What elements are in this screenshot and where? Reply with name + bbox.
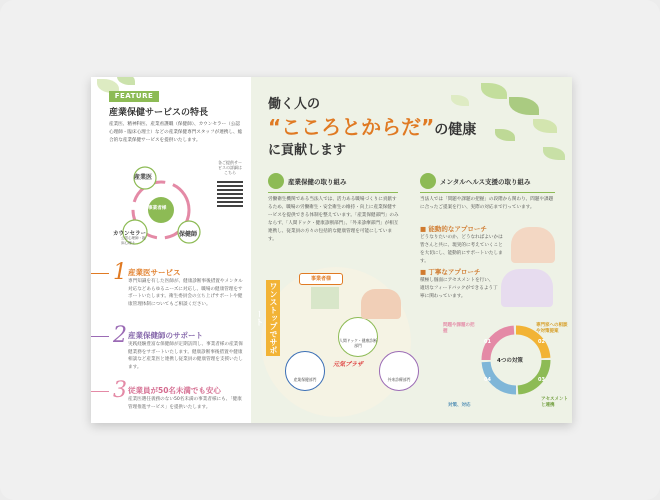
heart-hand-icon	[268, 173, 284, 189]
item-title: 産業保健師のサポート	[128, 331, 203, 340]
measure-label-2: 専門家への相談や対策提案	[536, 323, 568, 334]
section-a-rule	[268, 192, 398, 193]
right-page	[251, 77, 572, 423]
section-b-sub2-text: 積極し個面にアセスメントを行い、適切なフィードバックができるよう丁寧に関わっています。	[420, 278, 498, 299]
left-page-title: 産業保健サービスの特長	[109, 108, 209, 118]
qr-code[interactable]	[217, 181, 243, 207]
measures-center: 4つの対策	[497, 358, 523, 364]
item-text: 専門知識を有した医師が、健康診断事後措置やメンタル対応などあらゆるニーズに対応し、職場の健康管理をサポートいたします。衛生委員会の立ち上げサポートや健康管理体制についてもご相談ください。	[128, 279, 243, 307]
item-rule	[91, 273, 109, 274]
item-rule	[91, 336, 109, 337]
item-title: 従業員が50名未満でも安心	[128, 386, 221, 395]
measure-label-3: アセスメントと連携	[541, 397, 568, 408]
section-b-sub1-text: どうなりたいのか、どうなればよいかは皆さんと共に、現実的に考えていくことを大切にし、能動的にサポートいたします。	[420, 235, 503, 264]
item-text: 実践経験豊富な保健師が定期訪問し、事業者様の産業保健業務をサポートいたします。健康診断事後措置や健康相談など産業医と連携し従業員の健康管理を支援いたします。	[128, 342, 243, 370]
section-b-rule	[420, 192, 555, 193]
leaf-decoration	[533, 119, 557, 133]
item-text: 産業医選任義務のない50名未満の事業者様にも、「健康管理推進サービス」を提供いたします。	[128, 397, 242, 410]
headline-suffix: の健康	[434, 122, 477, 138]
item-number: 1	[113, 260, 127, 285]
feature-tag: FEATURE	[109, 91, 159, 102]
measure-num-03: 03	[538, 377, 545, 383]
left-page-intro: 産業医、精神科医、産業看護職（保健師）、カウンセラー（公認心理師・臨床心理士）などの産業保健専門スタッフが連携し、総合的な産業保健サービスを提供いたします。	[109, 122, 243, 143]
cycle-doctor: 産業医	[134, 174, 153, 181]
headline-line-1: 働く人の	[268, 97, 321, 112]
measure-num-02: 02	[538, 339, 545, 345]
cycle-nurse: 保健師	[179, 231, 198, 238]
consultation-illustration	[511, 227, 555, 263]
item-number: 2	[113, 323, 127, 348]
outpatient-circle	[379, 351, 419, 391]
industrial-circle	[285, 351, 325, 391]
section-a-text: 労働衛生機関である当法人では、活力ある職場づくりに貢献するため、職場の労働衛生・安全衛生の維持・向上に産業保健サービスを提供できる体制を整えています。「産業保健部門」のみならず、「人間ドック・健康診断部門」、「外来診療部門」が相互連携し、従業員の方々の包括的な健康管理を可能にしています。	[268, 197, 399, 242]
dock-circle	[338, 317, 378, 357]
industrial-label: 産業保健部門	[293, 377, 317, 382]
measure-label-4: 対策、対応	[448, 403, 471, 408]
cycle-counselor-sub: 公認心理師・臨床心理士	[121, 236, 146, 245]
leaf-decoration	[495, 129, 515, 141]
section-b-text: 当法人では「問題や課題の把握」の段階から関わり、問題や課題に合ったご提案を行い、実際の対応まで行っています。	[420, 197, 554, 210]
section-b-sub1-title: ■ 能動的なアプローチ	[420, 225, 487, 233]
leaf-decoration	[509, 97, 539, 115]
measure-num-04: 04	[484, 377, 491, 383]
headline-highlight: “こころとからだ”	[268, 115, 435, 139]
headline-line-3: に貢献します	[268, 143, 347, 158]
company-label: 事業者様	[299, 273, 343, 285]
qr-note: 各ご提供サービスの詳細はこちら	[218, 160, 242, 175]
leaf-decoration	[543, 147, 565, 160]
building-illustration	[311, 287, 339, 309]
brochure-spread	[91, 77, 572, 423]
measure-label-1: 問題や課題の把握	[443, 323, 475, 334]
cycle-counselor: カウンセラー	[113, 231, 147, 237]
section-a-title: 産業保健の取り組み	[288, 178, 347, 186]
section-b-sub2-title: ■ 丁寧なアプローチ	[420, 268, 481, 276]
consultation-illustration	[501, 269, 553, 307]
item-rule	[91, 391, 109, 392]
leaf-decoration	[481, 83, 507, 99]
leaf-hand-icon	[420, 173, 436, 189]
left-page	[91, 77, 251, 423]
onestop-banner: ワンストップでサポート	[255, 282, 278, 354]
item-title: 産業医サービス	[128, 268, 181, 277]
headline-line-2	[268, 111, 476, 140]
cycle-center: 事業者様	[148, 206, 167, 211]
item-number: 3	[113, 378, 127, 403]
handshake-illustration	[361, 289, 401, 319]
plaza-logo: 元気プラザ	[333, 361, 364, 368]
leaf-decoration	[451, 95, 469, 106]
section-b-title: メンタルヘルス支援の取り組み	[440, 178, 531, 186]
dock-label: 人間ドック・健康診断部門	[339, 338, 377, 348]
leaf-decoration	[117, 77, 135, 85]
outpatient-label: 外来診療部門	[387, 377, 411, 382]
measure-num-01: 01	[484, 339, 491, 345]
